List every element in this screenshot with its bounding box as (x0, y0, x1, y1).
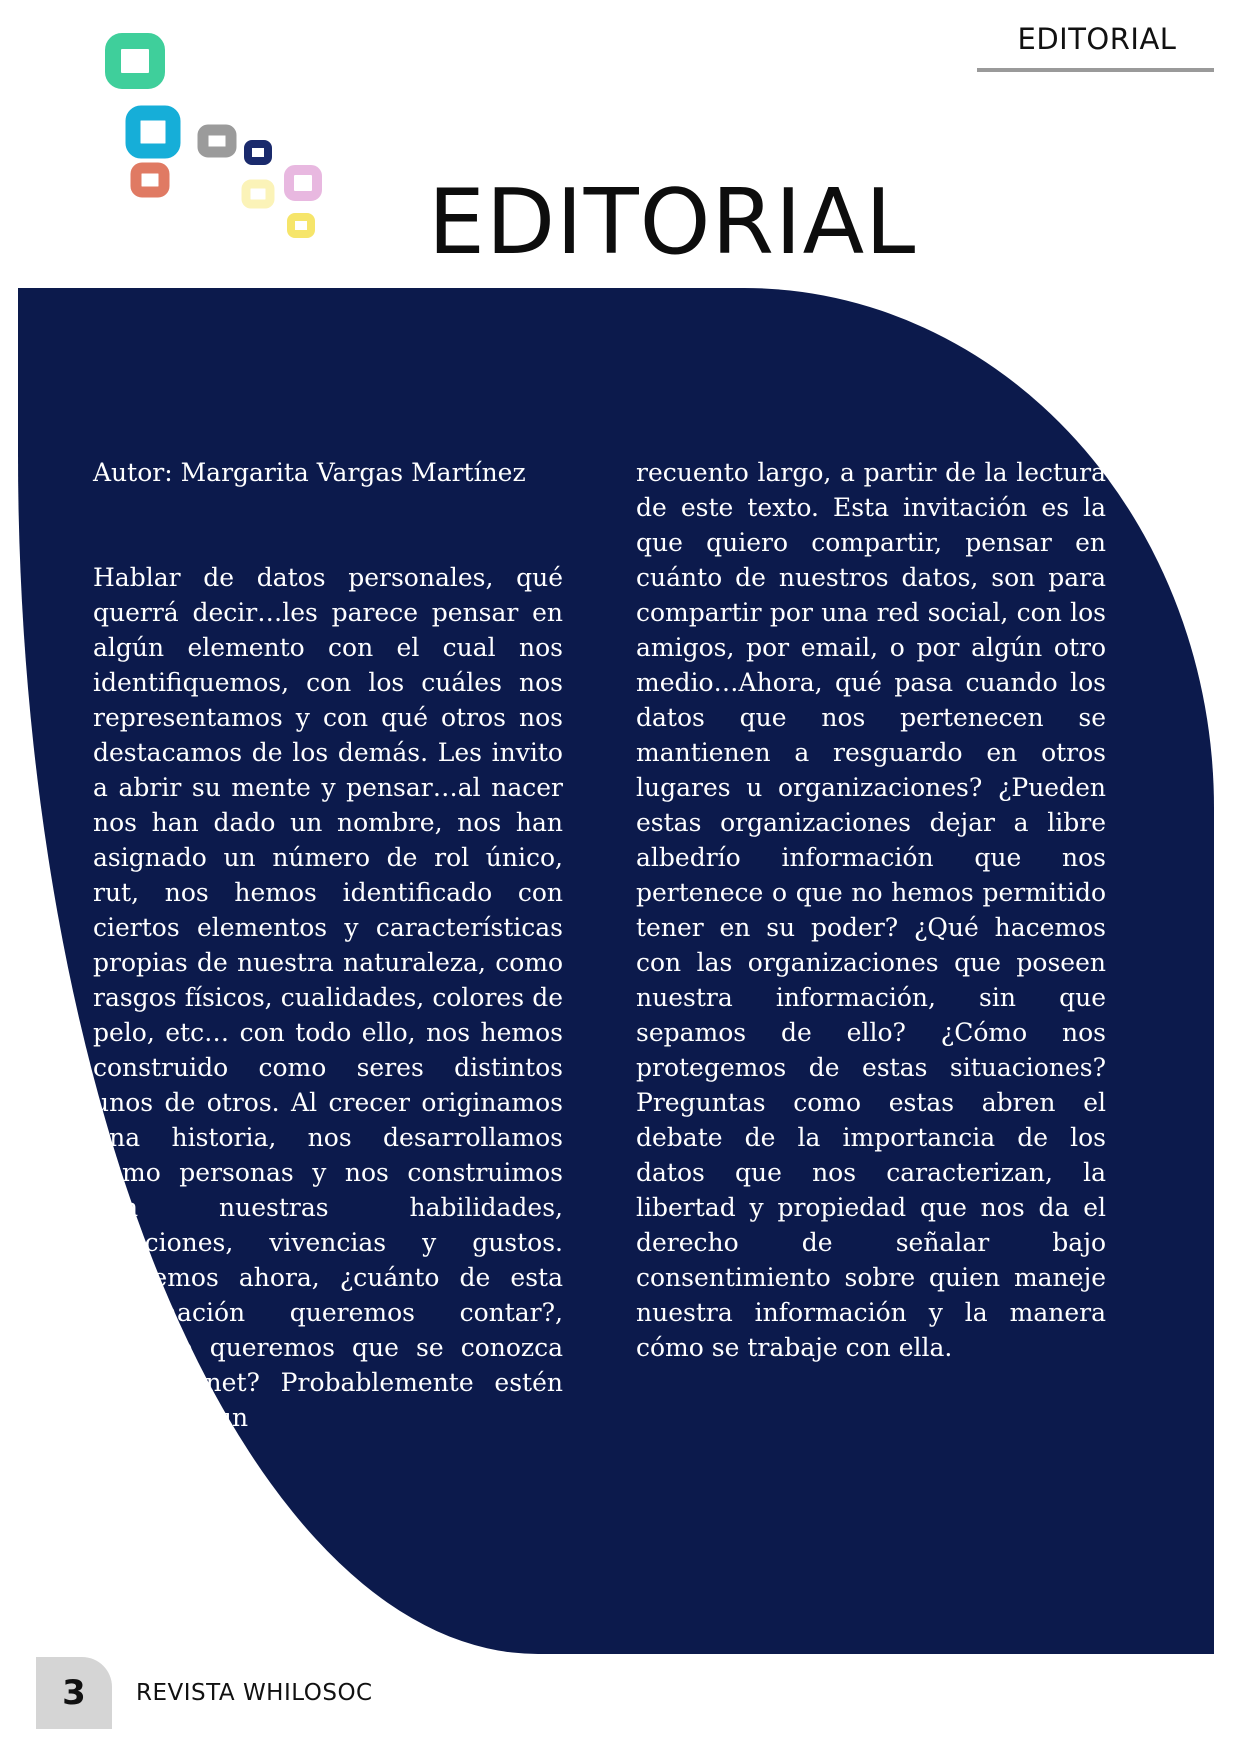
article-column-left (93, 455, 563, 1435)
article-author: Autor: Margarita Vargas Martínez (93, 458, 526, 487)
section-rule (977, 68, 1214, 72)
publication-name: REVISTA WHILOSOC (136, 1680, 373, 1706)
article-text-right: recuento largo, a partir de la lectura de este texto. Esta invitación es la que quiero compartir, pensar en cuánto de nuestros datos, son para compartir por una red social, con los amigos, por email, o por algún otro medio…Ahora, qué pasa cuando los datos que nos pertenecen se mantienen a resguardo en otros lugares u organizaciones? ¿Pueden estas organizaciones dejar a libre albedrío información que nos pertenece o que no hemos permitido tener en su poder? ¿Qué hacemos con las organizaciones que poseen nuestra información, sin que sepamos de ello? ¿Cómo nos protegemos de estas situaciones? Preguntas como estas abren el debate de la importancia de los datos que nos caracterizan, la libertad y propiedad que nos da el derecho de señalar bajo consentimiento sobre quien maneje nuestra información y la manera cómo se trabaje con ella. (636, 458, 1106, 1362)
rounded-squares-logo-icon (100, 26, 370, 266)
section-tag: EDITORIAL (1017, 22, 1177, 56)
article-column-right (636, 455, 1106, 1365)
page-title: EDITORIAL (428, 170, 917, 276)
page-number-badge: 3 (36, 1657, 112, 1729)
article-text-left: Hablar de datos personales, qué querrá decir…les parece pensar en algún elemento con el cual nos identifiquemos, con los cuáles nos representamos y con qué otros nos destacamos de los demás. Les invito a abrir su mente y pensar…al nacer nos han dado un nombre, nos han asignado un número de rol único, rut, nos hemos identificado con ciertos elementos y características propias de nuestra naturaleza, como rasgos físicos, cualidades, colores de pelo, etc… con todo ello, nos hemos construido como seres distintos unos de otros. Al crecer originamos una historia, nos desarrollamos como personas y nos construimos con nuestras habilidades, elecciones, vivencias y gustos. Pensemos ahora, ¿cuánto de esta información queremos contar?, ¿cuánto queremos que se conozca en internet? Probablemente estén haciendo un (93, 563, 563, 1432)
